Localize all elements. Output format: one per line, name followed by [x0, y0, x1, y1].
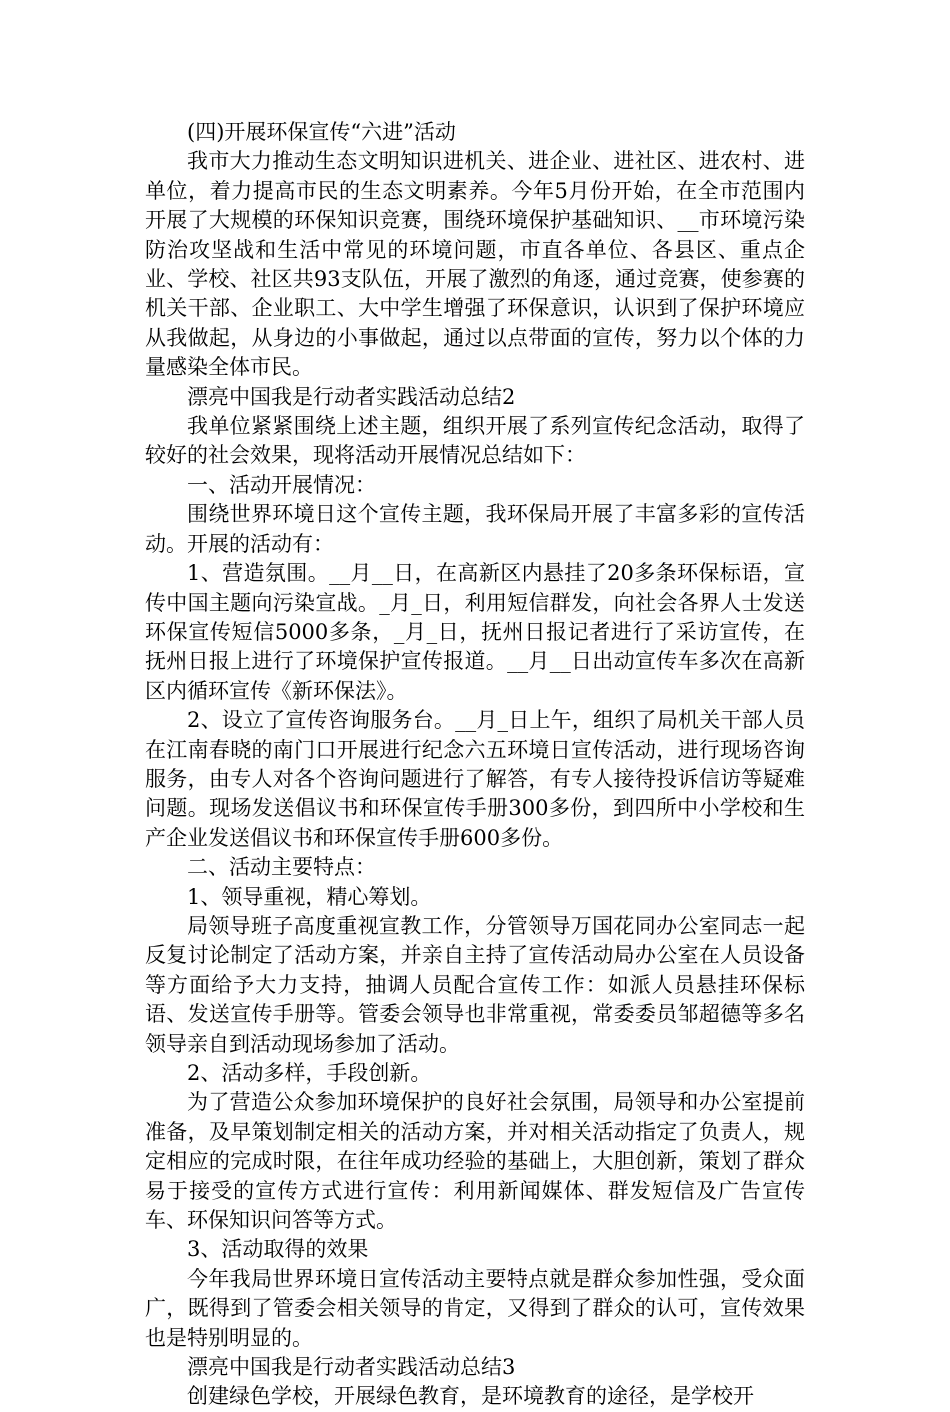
paragraph-intro: 我单位紧紧围绕上述主题，组织开展了系列宣传纪念活动，取得了较好的社会效果，现将活动开展情况总结如下：: [145, 414, 805, 468]
section-heading-six-entries: (四)开展环保宣传“六进”活动: [187, 120, 456, 144]
section-heading-activities: 一、活动开展情况：: [187, 472, 376, 497]
paragraph-atmosphere: 1、营造氛围。__月__日，在高新区内悬挂了20多条环保标语，宣传中国主题向污染宣战。_月_日，利用短信群发，向社会各界人士发送环保宣传短信5000多条，_月_日，抚州日报记者进行了采访宣传，在抚州日报上进行了环境保护宣传报道。__月__日出动宣传车多次在高新区内循环宣传《新环保法》。: [145, 561, 805, 703]
paragraph-results: 今年我局世界环境日宣传活动主要特点就是群众参加性强，受众面广，既得到了管委会相关领导的肯定，又得到了群众的认可，宣传效果也是特别明显的。: [145, 1266, 805, 1350]
document-page: [145, 118, 805, 1412]
subheading-diverse-activities: 2、活动多样，手段创新。: [187, 1061, 432, 1085]
paragraph-green-school: 创建绿色学校，开展绿色教育，是环境教育的途径，是学校开: [187, 1384, 754, 1409]
subheading-results: 3、活动取得的效果: [187, 1237, 369, 1262]
subheading-leadership: 1、领导重视，精心筹划。: [187, 884, 432, 909]
section-heading-features: 二、活动主要特点：: [187, 855, 376, 880]
paragraph-consulting-desk: 2、设立了宣传咨询服务台。__月_日上午，组织了局机关干部人员在江南春晓的南门口开展进行纪念六五环境日宣传活动，进行现场咨询服务，由专人对各个咨询问题进行了解答，有专人接待投诉信访等疑难问题。现场发送倡议书和环保宣传手册300多份，到四所中小学校和生产企业发送倡议书和环保宣传手册600多份。: [145, 708, 805, 850]
article-title-3: 漂亮中国我是行动者实践活动总结3: [187, 1355, 516, 1380]
paragraph-activities-overview: 围绕世界环境日这个宣传主题，我环保局开展了丰富多彩的宣传活动。开展的活动有：: [145, 502, 805, 556]
paragraph-diverse-activities: 为了营造公众参加环境保护的良好社会氛围，局领导和办公室提前准备，及早策划制定相关的活动方案，并对相关活动指定了负责人，规定相应的完成时限，在往年成功经验的基础上，大胆创新，策划了群众易于接受的宣传方式进行宣传：利用新闻媒体、群发短信及广告宣传车、环保知识问答等方式。: [145, 1090, 805, 1233]
paragraph-leadership: 局领导班子高度重视宣教工作，分管领导万国花同办公室同志一起反复讨论制定了活动方案，并亲自主持了宣传活动局办公室在人员设备等方面给予大力支持，抽调人员配合宣传工作：如派人员悬挂环保标语、发送宣传手册等。管委会领导也非常重视，常委委员邹超德等多名领导亲自到活动现场参加了活动。: [145, 913, 805, 1056]
article-title-2: 漂亮中国我是行动者实践活动总结2: [187, 384, 516, 409]
paragraph-eco-knowledge-campaign: 我市大力推动生态文明知识进机关、进企业、进社区、进农村、进单位，着力提高市民的生态文明素养。今年5月份开始，在全市范围内开展了大规模的环保知识竞赛，围绕环境保护基础知识、__市环境污染防治攻坚战和生活中常见的环境问题，市直各单位、各县区、重点企业、学校、社区共93支队伍，开展了激烈的角逐，通过竞赛，使参赛的机关干部、企业职工、大中学生增强了环保意识，认识到了保护环境应从我做起，从身边的小事做起，通过以点带面的宣传，努力以个体的力量感染全体市民。: [145, 149, 805, 380]
